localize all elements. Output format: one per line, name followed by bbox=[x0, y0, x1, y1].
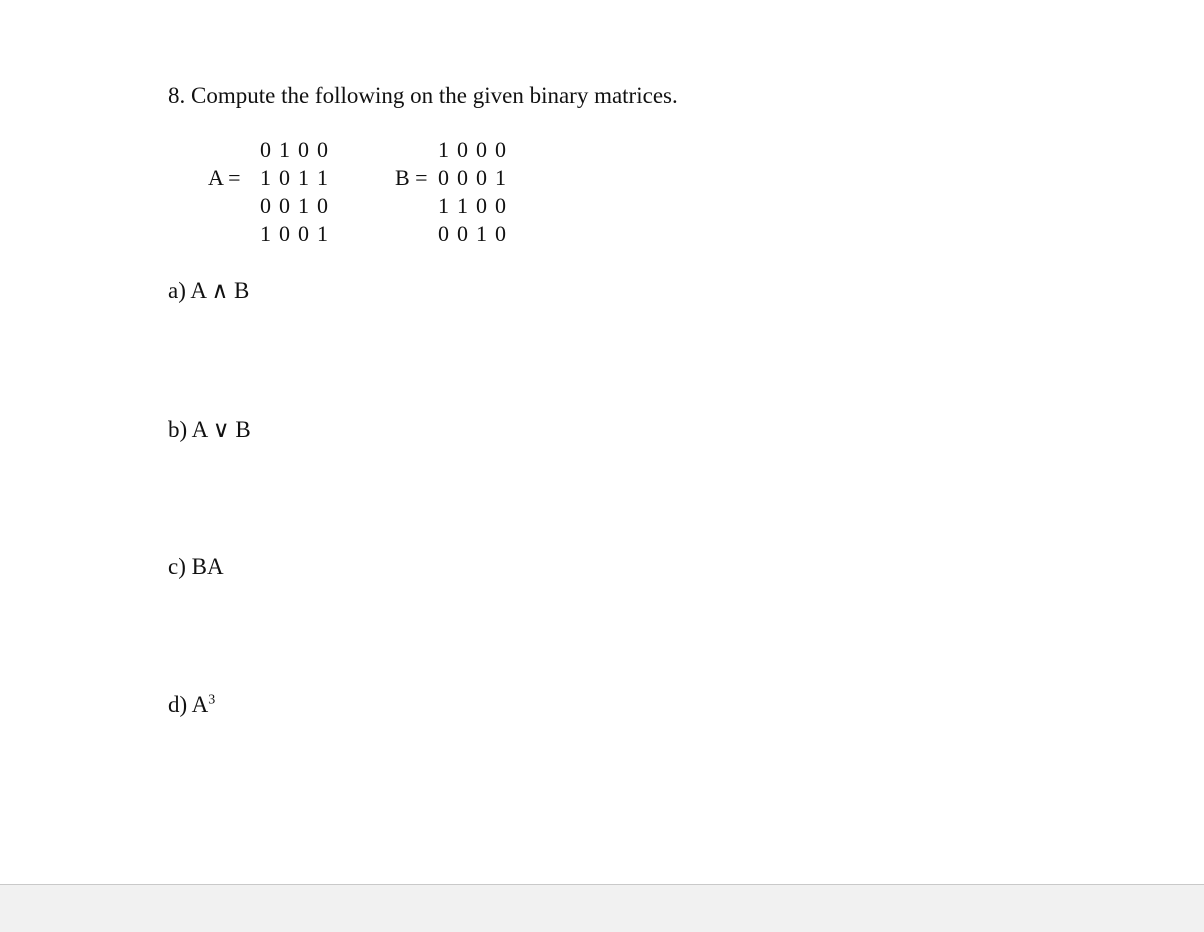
matrix-a-rows bbox=[256, 136, 332, 248]
matrix-cell: 0 bbox=[495, 193, 506, 218]
matrix-cell: 0 bbox=[495, 137, 506, 162]
matrix-cell: 1 bbox=[298, 165, 309, 190]
matrix-b bbox=[395, 136, 545, 248]
matrix-cell: 1 bbox=[317, 221, 328, 246]
matrix-cell: 0 bbox=[317, 193, 328, 218]
matrix-cell: 1 bbox=[298, 193, 309, 218]
part-d-base: d) A bbox=[168, 692, 209, 717]
matrix-cell: 0 bbox=[438, 221, 449, 246]
part-b-label: b) A ∨ B bbox=[168, 417, 251, 442]
matrix-cell: 1 bbox=[495, 165, 506, 190]
matrix-cell: 0 bbox=[476, 137, 487, 162]
matrix-cell: 0 bbox=[457, 221, 468, 246]
matrix-cell: 1 bbox=[457, 193, 468, 218]
matrix-a bbox=[208, 136, 358, 248]
matrix-cell: 0 bbox=[279, 221, 290, 246]
matrix-cell: 1 bbox=[438, 193, 449, 218]
matrix-cell: 0 bbox=[457, 137, 468, 162]
part-a-label: a) A ∧ B bbox=[168, 278, 250, 303]
matrix-row bbox=[434, 164, 510, 192]
matrix-cell: 0 bbox=[495, 221, 506, 246]
matrix-cell: 0 bbox=[260, 193, 271, 218]
matrix-b-rows bbox=[434, 136, 510, 248]
matrix-cell: 0 bbox=[457, 165, 468, 190]
matrix-row bbox=[434, 136, 510, 164]
matrix-cell: 0 bbox=[279, 193, 290, 218]
matrix-cell: 0 bbox=[476, 165, 487, 190]
matrix-cell: 1 bbox=[279, 137, 290, 162]
bottom-toolbar-area bbox=[0, 884, 1204, 932]
matrix-cell: 0 bbox=[476, 193, 487, 218]
question-title: 8. Compute the following on the given binary matrices. bbox=[168, 83, 678, 108]
part-d-exponent: 3 bbox=[208, 692, 216, 708]
matrix-cell: 0 bbox=[298, 137, 309, 162]
matrix-row bbox=[434, 192, 510, 220]
matrix-row bbox=[434, 220, 510, 248]
matrix-b-label: B = bbox=[395, 165, 428, 190]
matrix-a-label: A = bbox=[208, 165, 241, 190]
matrix-row bbox=[256, 136, 332, 164]
part-d-label bbox=[168, 690, 215, 720]
matrix-cell: 0 bbox=[438, 165, 449, 190]
matrix-cell: 0 bbox=[298, 221, 309, 246]
matrix-cell: 0 bbox=[279, 165, 290, 190]
part-c-label: c) BA bbox=[168, 554, 224, 579]
matrix-cell: 1 bbox=[260, 165, 271, 190]
matrix-cell: 1 bbox=[317, 165, 328, 190]
matrix-cell: 1 bbox=[438, 137, 449, 162]
matrix-cell: 0 bbox=[260, 137, 271, 162]
matrix-cell: 1 bbox=[476, 221, 487, 246]
matrix-row bbox=[256, 164, 332, 192]
matrix-row bbox=[256, 220, 332, 248]
matrix-cell: 0 bbox=[317, 137, 328, 162]
matrix-row bbox=[256, 192, 332, 220]
matrix-cell: 1 bbox=[260, 221, 271, 246]
